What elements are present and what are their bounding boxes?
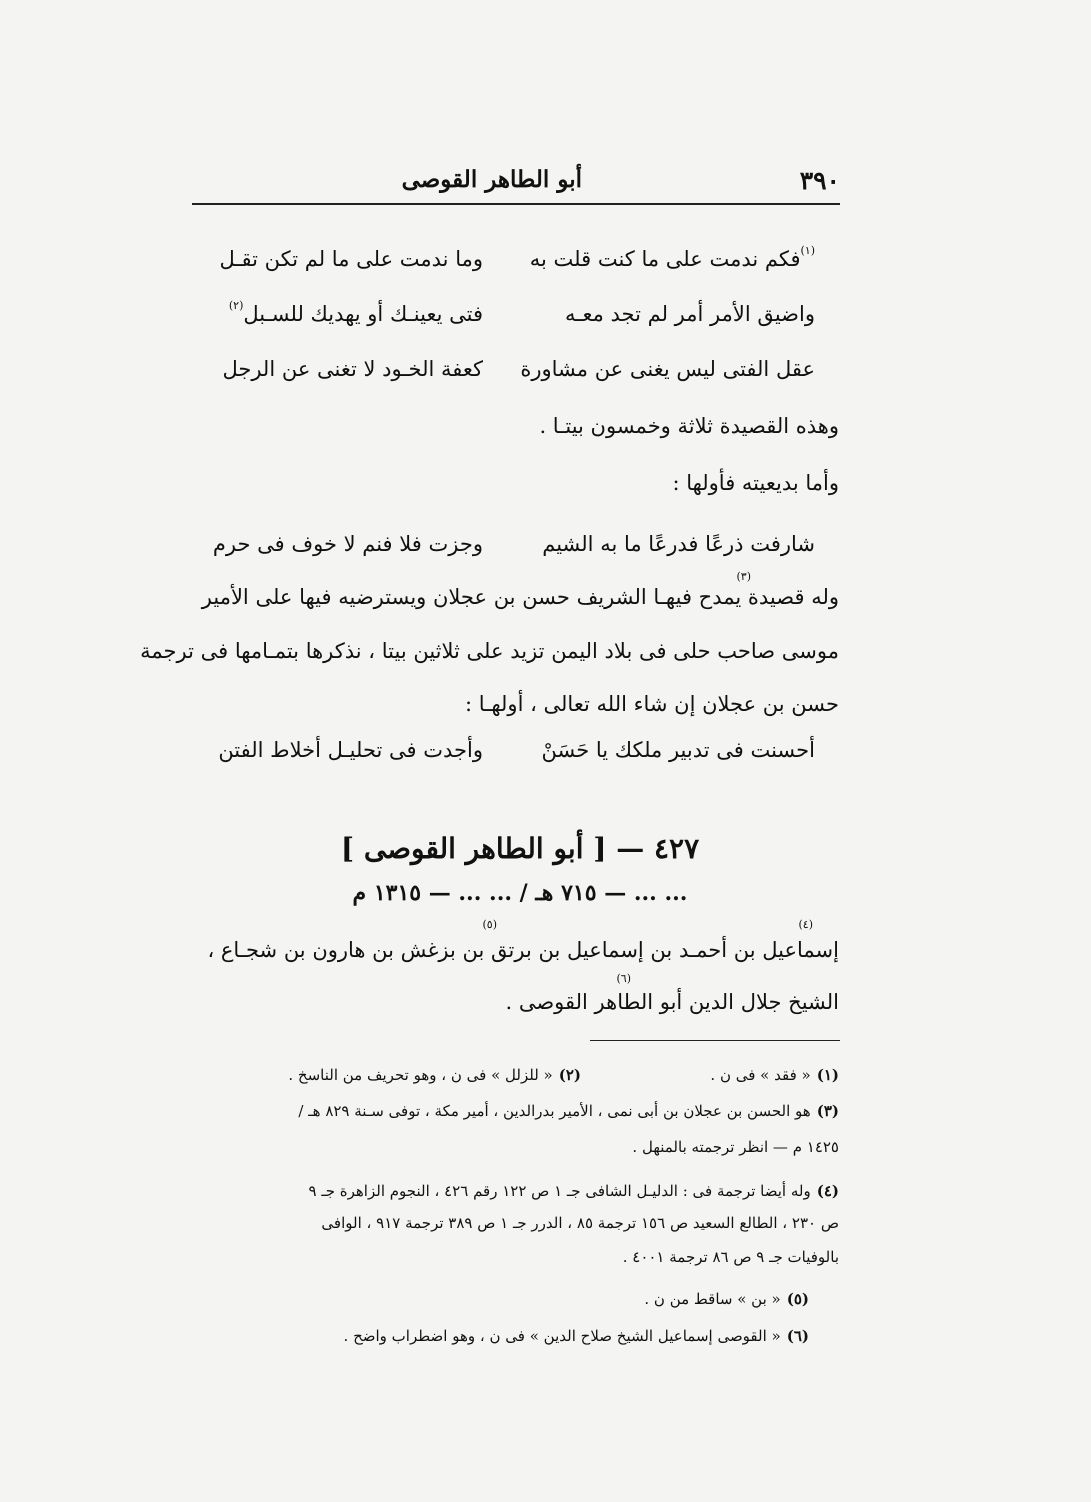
verse-hemistich-right: عقل الفتى ليس يغنى عن مشاورة	[520, 357, 815, 381]
verse-hemistich-left: وجزت فلا فنم لا خوف فى حرم	[212, 532, 483, 556]
hasan-verse	[218, 738, 815, 772]
page-number: ٣٩٠	[799, 166, 840, 195]
paragraph-line: وله قصيدة يمدح فيهـا الشريف حسن بن عجلان ويسترضيه فيها على الأمير	[201, 585, 839, 609]
verse-hemistich-right: واضيق الأمر أمر لم تجد معـه	[565, 302, 815, 326]
entry-dates: ... ... — ٧١٥ هـ / ... ... — ١٣١٥ م	[352, 880, 688, 906]
verse-hemistich-right: $^{(١)}$فكم ندمت على ما كنت قلت به	[529, 244, 815, 271]
footnote: (١)« فقد » فى ن .	[710, 1066, 839, 1084]
header-rule	[192, 203, 840, 205]
verse-hemistich-right: أحسنت فى تدبير ملكك يا حَسَنْ	[541, 738, 815, 762]
verse-hemistich-left: كعفة الخـود لا تغنى عن الرجل	[222, 357, 483, 381]
verse-hemistich-right: شارفت ذرعًا فدرعًا ما به الشيم	[542, 532, 815, 556]
paragraph-line: موسى صاحب حلى فى بلاد اليمن تزيد على ثلاثين بيتا ، نذكرها بتمـامها فى ترجمة	[140, 639, 839, 663]
badia-intro: وأما بديعيته فأولها :	[672, 471, 839, 495]
bio-line: إسماعيل بن أحمـد بن إسماعيل بن برتق بن بزغش بن هارون بن شجـاع ،	[207, 938, 839, 962]
verse-line	[218, 299, 815, 336]
verse-line	[218, 357, 815, 391]
running-head	[192, 160, 840, 200]
footnote: بالوفيات جـ ٩ ص ٨٦ ترجمة ٤٠٠١ .	[622, 1248, 839, 1266]
verse-line	[218, 244, 815, 281]
bio-line: الشيخ جلال الدين أبو الطاهر القوصى .	[505, 990, 839, 1014]
running-title: أبو الطاهر القوصى	[401, 166, 582, 193]
footnote: (٥)« بن » ساقط من ن .	[644, 1290, 809, 1308]
footnote: (٣)هو الحسن بن عجلان بن أبى نمى ، الأمير بدرالدين ، أمير مكة ، توفى سـنة ٨٢٩ هـ /	[298, 1102, 839, 1120]
footnote-marker: (٤)	[798, 918, 813, 931]
count-line: وهذه القصيدة ثلاثة وخمسون بيتـا .	[539, 414, 839, 438]
badia-verse	[212, 532, 815, 566]
footnote-rule	[590, 1040, 840, 1041]
paragraph-line: حسن بن عجلان إن شاء الله تعالى ، أولهـا :	[465, 692, 839, 716]
verse-hemistich-left: وأجدت فى تحليـل أخلاط الفتن	[218, 738, 483, 762]
verse-hemistich-left: وما ندمت على ما لم تكن تقـل	[219, 247, 483, 271]
footnote-marker: (٦)	[616, 972, 631, 985]
footnote: (٢)« للزلل » فى ن ، وهو تحريف من الناسخ .	[288, 1066, 581, 1084]
footnote: (٦)« القوصى إسماعيل الشيخ صلاح الدين » فى ن ، وهو اضطراب واضح .	[343, 1327, 809, 1345]
footnote-marker: (٥)	[482, 918, 497, 931]
entry-heading: ٤٢٧ — [ أبو الطاهر القوصى ]	[340, 832, 700, 865]
footnote-marker: (٣)	[736, 570, 751, 583]
footnote: ١٤٢٥ م — انظر ترجمته بالمنهل .	[632, 1138, 839, 1156]
footnote: (٤)وله أيضا ترجمة فى : الدليـل الشافى جـ ١ ص ١٢٢ رقم ٤٢٦ ، النجوم الزاهرة جـ ٩	[308, 1182, 839, 1200]
footnote: ص ٢٣٠ ، الطالع السعيد ص ١٥٦ ترجمة ٨٥ ، الدرر جـ ١ ص ٣٨٩ ترجمة ٩١٧ ، الوافى	[321, 1214, 839, 1232]
verse-hemistich-left: فتى يعينـك أو يهديك للسـبل$^{(٢)}$	[228, 299, 483, 326]
